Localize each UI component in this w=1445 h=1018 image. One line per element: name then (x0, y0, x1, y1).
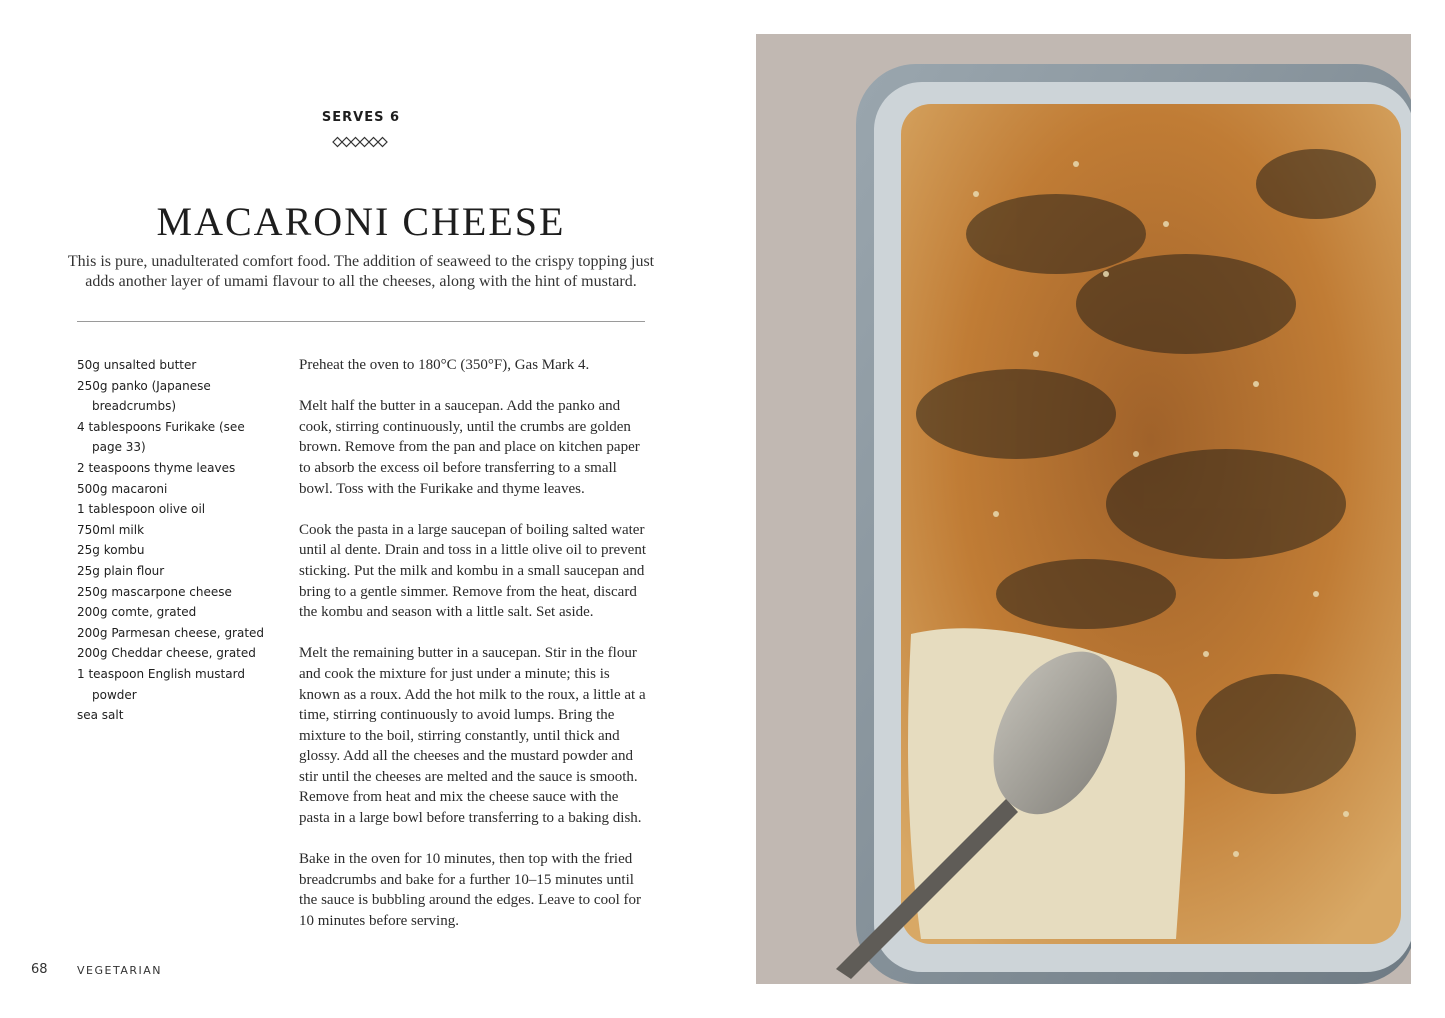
section-name: VEGETARIAN (77, 964, 162, 977)
serves-label: SERVES 6 (321, 110, 401, 125)
ingredient-item: 1 tablespoon olive oil (77, 502, 206, 517)
divider (77, 321, 645, 322)
method-steps (299, 355, 649, 952)
ingredient-item: 1 teaspoon English mustard powder (77, 666, 245, 702)
method-step: Melt half the butter in a saucepan. Add the panko and cook, stirring continuously, until the crumbs are golden brown. Remove from the pan and place on kitchen paper to absorb the excess oil before transferring to a small bowl. Toss with the Furikake and thyme leaves. (299, 398, 640, 497)
ingredient-item: 200g Parmesan cheese, grated (77, 625, 265, 640)
recipe-intro: This is pure, unadulterated comfort food. The addition of seaweed to the crispy topping just adds another layer of umami flavour to all the cheeses, along with the hint of mustard. (67, 253, 655, 290)
ingredient-item: 500g macaroni (77, 481, 168, 496)
ingredient-item: 50g unsalted butter (77, 358, 197, 372)
ingredient-item: 25g plain flour (77, 563, 165, 578)
method-step: Melt the remaining butter in a saucepan. Stir in the flour and cook the mixture for just under a minute; this is known as a roux. Add the hot milk to the roux, a little at a time, stirring continuously to avoid lumps. Bring the mixture to the boil, stirring constantly, until thick and glossy. Add all the cheeses and the mustard powder and stir until the cheeses are melted and the sauce is smooth. Remove from heat and mix the cheese sauce with the pasta in a large bowl before transferring to a baking dish. (299, 645, 646, 827)
ingredient-item: 2 teaspoons thyme leaves (77, 460, 236, 475)
ingredient-item: 200g comte, grated (77, 605, 197, 620)
diamond-ornament-icon (332, 135, 390, 149)
ingredient-item: 250g mascarpone cheese (77, 584, 232, 599)
method-step: Cook the pasta in a large saucepan of boiling salted water until al dente. Drain and toss in a little olive oil to prevent sticking. Put the milk and kombu in a small saucepan and bring to a gentle simmer. Remove from the heat, discard the kombu and season with a little salt. Set aside. (299, 521, 647, 621)
ingredient-item: 200g Cheddar cheese, grated (77, 646, 256, 661)
ingredient-item: 750ml milk (77, 522, 145, 537)
baking-dish-illustration (756, 34, 1411, 984)
ingredient-item: sea salt (77, 708, 124, 723)
recipe-title: MACARONI CHEESE (156, 199, 566, 244)
ingredients-list (77, 355, 277, 726)
ingredient-item: 4 tablespoons Furikake (see page 33) (77, 419, 245, 455)
ingredient-item: 250g panko (Japanese breadcrumbs) (77, 378, 211, 414)
page-number: 68 (31, 962, 48, 977)
ingredient-item: 25g kombu (77, 543, 145, 558)
method-step: Bake in the oven for 10 minutes, then top with the fried breadcrumbs and bake for a further 10–15 minutes until the sauce is bubbling around the edges. Leave to cool for 10 minutes before serving. (299, 851, 641, 930)
recipe-photo (756, 34, 1411, 984)
method-step: Preheat the oven to 180°C (350°F), Gas Mark 4. (299, 357, 590, 373)
